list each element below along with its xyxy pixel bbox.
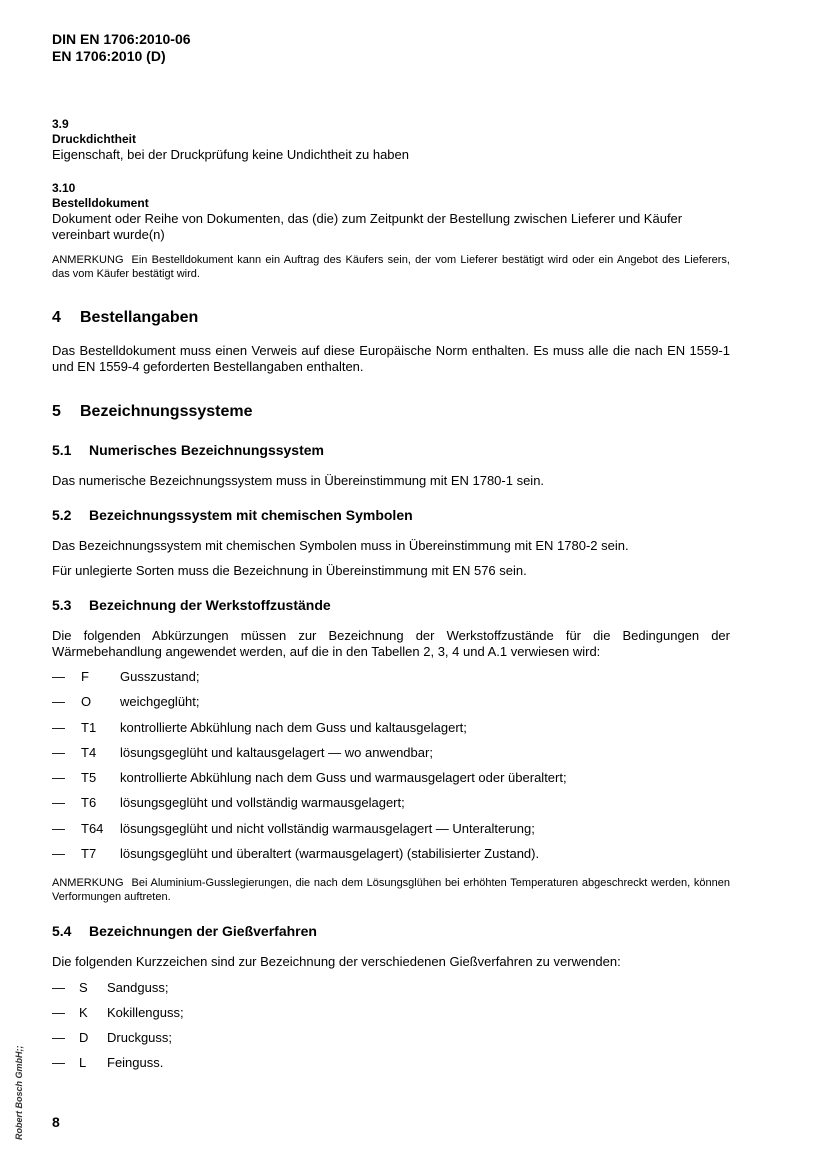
- section-number: 5.3: [52, 597, 72, 613]
- list-dash: —: [52, 745, 65, 760]
- list-code: K: [79, 1005, 88, 1020]
- section-number: 5: [52, 403, 61, 420]
- list-text: kontrollierte Abkühlung nach dem Guss und warmausgelagert oder überaltert;: [120, 770, 567, 785]
- header-standard-id: DIN EN 1706:2010-06: [52, 31, 191, 47]
- list-dash: —: [52, 720, 65, 735]
- list-code: T5: [81, 770, 97, 785]
- side-watermark: Robert Bosch GmbH;;: [14, 1045, 24, 1140]
- list-code: D: [79, 1030, 89, 1045]
- list-dash: —: [52, 770, 65, 785]
- document-header: [52, 31, 191, 65]
- section-title: Bezeichnungen der Gießverfahren: [89, 923, 317, 939]
- list-code: T64: [81, 821, 104, 836]
- section-title: Bezeichnungssysteme: [80, 403, 253, 420]
- list-text: lösungsgeglüht und kaltausgelagert — wo anwendbar;: [120, 745, 433, 760]
- header-standard-edition: EN 1706:2010 (D): [52, 48, 166, 64]
- list-text: Sandguss;: [107, 980, 169, 995]
- list-dash: —: [52, 1055, 65, 1070]
- subsection-heading-5-1: [52, 442, 730, 459]
- section-paragraph: Für unlegierte Sorten muss die Bezeichnung in Übereinstimmung mit EN 576 sein.: [52, 563, 527, 578]
- list-text: lösungsgeglüht und überaltert (warmausgelagert) (stabilisierter Zustand).: [120, 846, 540, 861]
- section-paragraph: Das numerische Bezeichnungssystem muss in Übereinstimmung mit EN 1780-1 sein.: [52, 473, 545, 488]
- section-number: 5.2: [52, 507, 72, 523]
- subsection-heading-5-2: [52, 507, 730, 524]
- term-name: Druckdichtheit: [52, 132, 137, 146]
- section-paragraph: Das Bestelldokument muss einen Verweis auf diese Europäische Norm enthalten. Es muss alle die nach EN 1559-1 und EN 1559-4 geforderten Bestellangaben enthalten.: [52, 343, 730, 374]
- note-label: ANMERKUNG: [52, 877, 124, 889]
- section-note: [52, 876, 730, 904]
- term-number: 3.9: [52, 117, 69, 131]
- list-text: lösungsgeglüht und vollständig warmausgelagert;: [120, 795, 405, 810]
- list-dash: —: [52, 795, 65, 810]
- note-label: ANMERKUNG: [52, 254, 124, 266]
- list-dash: —: [52, 821, 65, 836]
- list-dash: —: [52, 980, 65, 995]
- term-definition: Eigenschaft, bei der Druckprüfung keine Undichtheit zu haben: [52, 147, 409, 162]
- section-title: Numerisches Bezeichnungssystem: [89, 442, 324, 458]
- section-paragraph: Die folgenden Abkürzungen müssen zur Bezeichnung der Werkstoffzustände für die Bedingungen der Wärmebehandlung angewendet werden, auf die in den Tabellen 2, 3, 4 und A.1 verwiesen wird:: [52, 628, 730, 659]
- section-title: Bezeichnung der Werkstoffzustände: [89, 597, 331, 613]
- section-title: Bezeichnungssystem mit chemischen Symbolen: [89, 507, 413, 523]
- list-dash: —: [52, 694, 65, 709]
- list-dash: —: [52, 846, 65, 861]
- section-title: Bestellangaben: [80, 309, 199, 326]
- list-dash: —: [52, 669, 65, 684]
- list-code: T1: [81, 720, 97, 735]
- list-code: T4: [81, 745, 97, 760]
- list-text: Feinguss.: [107, 1055, 164, 1070]
- list-code: F: [81, 669, 89, 684]
- list-text: kontrollierte Abkühlung nach dem Guss und kaltausgelagert;: [120, 720, 467, 735]
- list-dash: —: [52, 1005, 65, 1020]
- list-code: T7: [81, 846, 97, 861]
- section-paragraph: Die folgenden Kurzzeichen sind zur Bezeichnung der verschiedenen Gießverfahren zu verwenden:: [52, 954, 621, 969]
- page-number: 8: [52, 1114, 60, 1130]
- term-name: Bestelldokument: [52, 196, 149, 210]
- list-text: Kokillenguss;: [107, 1005, 184, 1020]
- note-text: Bei Aluminium-Gusslegierungen, die nach dem Lösungsglühen bei erhöhten Temperaturen abgeschreckt werden, können Verformungen auftreten.: [52, 877, 730, 903]
- section-heading-4: [52, 308, 730, 327]
- list-text: Druckguss;: [107, 1030, 173, 1045]
- section-number: 4: [52, 309, 61, 326]
- term-note: [52, 253, 730, 281]
- list-dash: —: [52, 1030, 65, 1045]
- list-code: T6: [81, 795, 97, 810]
- term-definition: Dokument oder Reihe von Dokumenten, das (die) zum Zeitpunkt der Bestellung zwischen Lieferer und Käufer vereinbart wurde(n): [52, 211, 683, 242]
- section-number: 5.1: [52, 442, 72, 458]
- list-code: S: [79, 980, 88, 995]
- note-text: Ein Bestelldokument kann ein Auftrag des Käufers sein, der vom Lieferer bestätigt wird oder ein Angebot des Lieferers, das vom Käufer bestätigt wird.: [52, 254, 730, 280]
- section-heading-5: [52, 402, 730, 421]
- term-number: 3.10: [52, 181, 76, 195]
- list-text: lösungsgeglüht und nicht vollständig warmausgelagert — Unteralterung;: [120, 821, 535, 836]
- list-text: weichgeglüht;: [120, 694, 200, 709]
- subsection-heading-5-3: [52, 597, 730, 614]
- section-number: 5.4: [52, 923, 72, 939]
- list-code: L: [79, 1055, 87, 1070]
- section-paragraph: Das Bezeichnungssystem mit chemischen Symbolen muss in Übereinstimmung mit EN 1780-2 sein.: [52, 538, 629, 553]
- subsection-heading-5-4: [52, 923, 730, 940]
- list-text: Gusszustand;: [120, 669, 200, 684]
- list-code: O: [81, 694, 92, 709]
